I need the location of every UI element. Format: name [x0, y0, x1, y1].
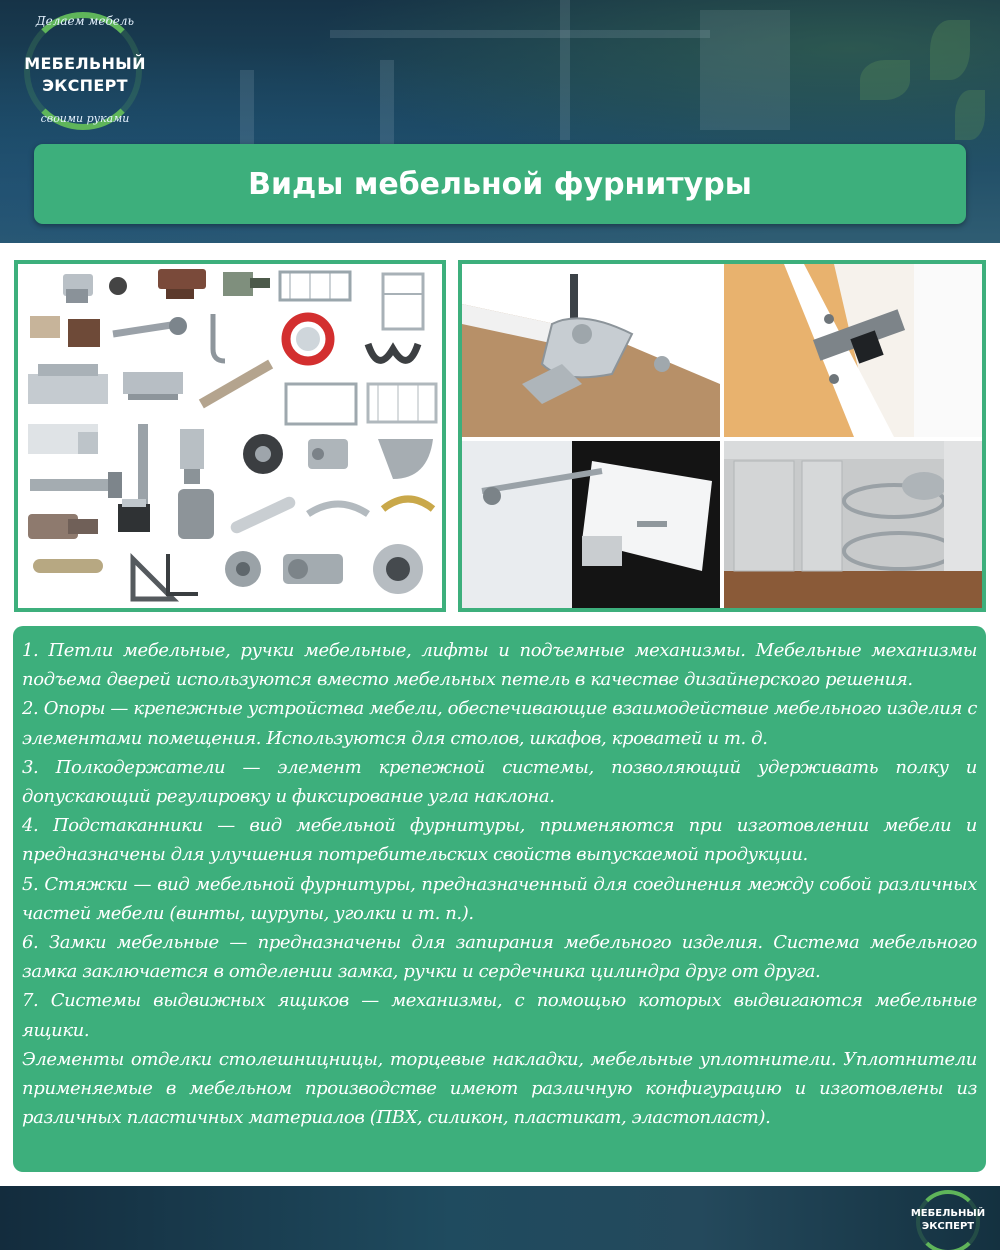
background-shelf: [330, 30, 710, 38]
drawer-slide-photo: [724, 264, 986, 437]
description-box: [13, 626, 986, 1172]
footer-logo-saw-ring-icon: [916, 1190, 980, 1250]
application-photos-panel: [458, 260, 986, 612]
caster-wheel-icon: [243, 434, 283, 474]
hardware-collage-panel: [14, 260, 446, 612]
item-shelf-holders: 3. Полкодержатели — элемент крепежной системы, позволяющий удерживать полку и допускающий регулировку и фиксирование угла наклона.: [22, 756, 977, 808]
background-cabinet: [700, 10, 790, 130]
logo-name-line2: ЭКСПЕРТ: [42, 76, 128, 95]
logo-tagline-top: Делаем мебель: [35, 14, 135, 28]
logo-name-line1: МЕБЕЛЬНЫЙ: [24, 54, 146, 73]
corner-carousel-photo: [724, 441, 986, 608]
page-title: Виды мебельной фурнитуры: [248, 166, 752, 202]
dowel-icon: [33, 559, 103, 573]
drawer-slide-icon: [123, 372, 183, 400]
background-chair-leg: [240, 70, 254, 144]
table-leg-icon: [138, 424, 148, 504]
header-banner: [0, 0, 1000, 243]
footer-banner: [0, 1186, 1000, 1250]
cam-lock-icon: [225, 551, 261, 587]
item-cup-holders: 4. Подстаканники — вид мебельной фурнитуры, применяются при изготовлении мебели и предназначены для улучшения потребительских свойств выпускаемой продукции.: [22, 815, 977, 866]
title-bar: [34, 144, 966, 224]
item-finishing-elements: Элементы отделки столешницницы, торцевые накладки, мебельные уплотнители. Уплотнители применяемые в мебельном производстве имеют различную конфигурацию и изготовлены из различных пластичных материалов (ПВХ, силикон, пластикат, эластопласт).: [22, 1048, 977, 1129]
mounting-plate-icon: [178, 489, 214, 539]
hardware-collage-image: [18, 264, 442, 608]
background-plant-leaf: [955, 90, 985, 140]
item-connectors: 5. Стяжки — вид мебельной фурнитуры, предназначенный для соединения между собой различных частей мебели (винты, шурупы, уголки и т. п.).: [22, 873, 977, 924]
brand-logo[interactable]: [14, 8, 156, 128]
background-plant-leaf: [860, 60, 910, 100]
drawer-organizer-icon: [28, 364, 108, 404]
footer-logo-name-line1: МЕБЕЛЬНЫЙ: [910, 1208, 986, 1219]
cup-holder-icon: [373, 544, 423, 594]
item-drawer-systems: 7. Системы выдвижных ящиков — механизмы, с помощью которых выдвигаются мебельные ящики.: [22, 990, 977, 1041]
lift-mechanism-photo: [462, 441, 720, 608]
background-chair-leg: [380, 60, 394, 144]
logo-tagline-bottom: своими руками: [40, 112, 130, 125]
item-supports: 2. Опоры — крепежные устройства мебели, обеспечивающие взаимодействие мебельного изделия с элементами помещения. Используются для столов, шкафов, кроватей и т. д.: [22, 698, 977, 749]
glass-clamp-icon: [118, 499, 150, 532]
hinge-closeup-photo: [462, 264, 720, 437]
footer-logo-name-line2: ЭКСПЕРТ: [921, 1221, 975, 1232]
soft-close-hinge-icon: [283, 554, 343, 584]
item-locks: 6. Замки мебельные — предназначены для запирания мебельного изделия. Система мебельного замка заключается в отделении замка, ручки и сердечника цилиндра друг от друга.: [22, 932, 977, 983]
hinge-icon: [308, 439, 348, 469]
footer-brand-logo[interactable]: [908, 1190, 988, 1248]
background-plant-leaf: [930, 20, 970, 80]
item-hinges: 1. Петли мебельные, ручки мебельные, лифты и подъемные механизмы. Мебельные механизмы подъема дверей используются вместо мебельных петель в качестве дизайнерского решения.: [22, 640, 977, 691]
drawer-box-icon: [28, 424, 98, 454]
background-cabinet-edge: [560, 0, 570, 140]
